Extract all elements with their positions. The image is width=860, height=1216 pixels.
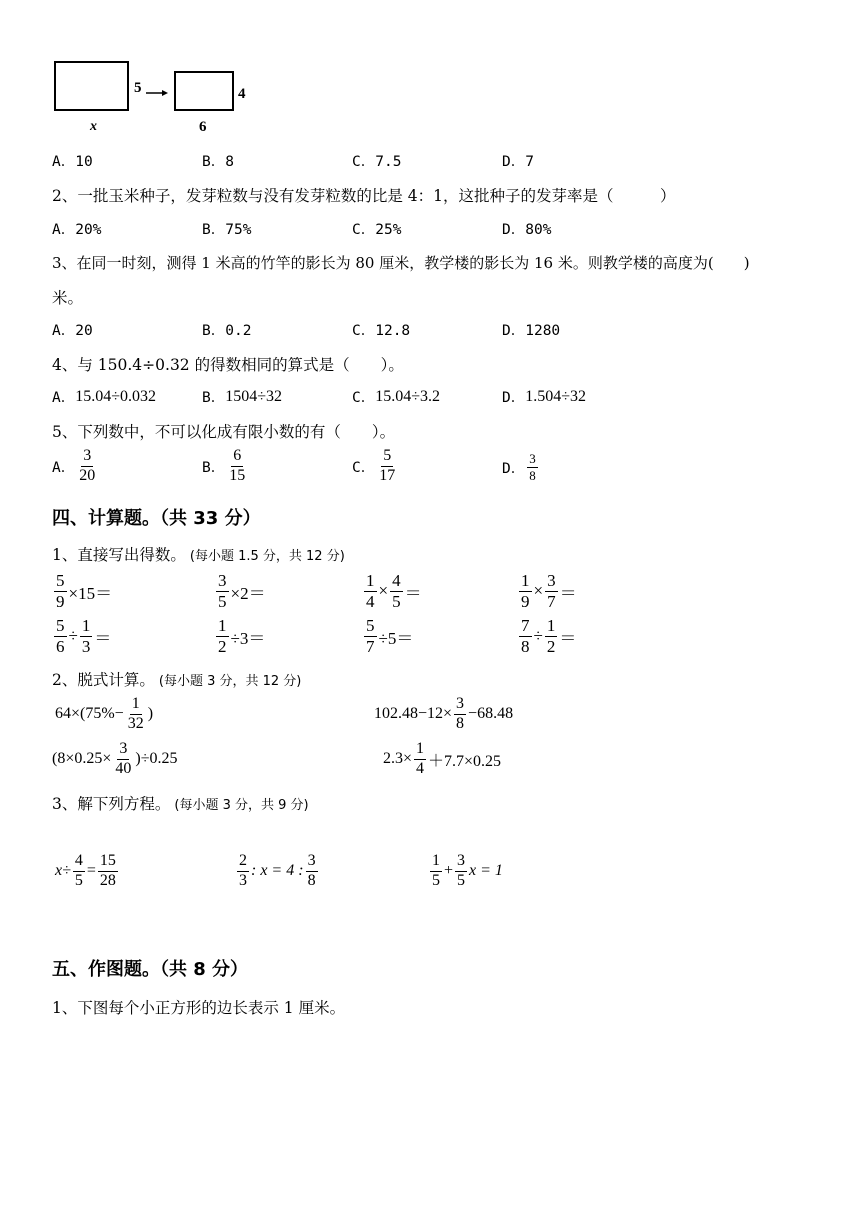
q4-option-c bbox=[352, 386, 440, 407]
numerator: 3 bbox=[306, 853, 318, 872]
fraction bbox=[73, 853, 85, 890]
fraction bbox=[98, 853, 118, 890]
fraction bbox=[414, 741, 426, 778]
numerator: 3 bbox=[529, 451, 536, 466]
operator: × bbox=[533, 581, 544, 601]
denominator: 3 bbox=[239, 871, 247, 889]
q4-question: 4、与 150.4÷0.32 的得数相同的算式是（ ）。 bbox=[52, 356, 404, 374]
q3-question: 3、在同一时刻，测得 1 米高的竹竿的影长为 80 厘米，教学楼的影长为 16 米。则教学楼的高度为( ) bbox=[52, 254, 750, 272]
fraction bbox=[519, 617, 532, 656]
q5-option-d-fraction bbox=[527, 452, 538, 482]
q5-option-b-prefix: B． bbox=[202, 459, 226, 476]
section-4-title: 四、计算题。（共 33 分） bbox=[52, 508, 261, 529]
calc1-item-8 bbox=[517, 617, 576, 656]
fraction bbox=[216, 617, 229, 656]
eq-mid: = bbox=[86, 862, 96, 880]
calc1-item-3 bbox=[362, 572, 422, 611]
denominator: 15 bbox=[229, 466, 246, 484]
calc2-expr-4 bbox=[383, 741, 501, 778]
numerator: 5 bbox=[366, 616, 375, 635]
calc2-title-text: 2、脱式计算。 bbox=[52, 671, 155, 689]
fraction bbox=[454, 696, 466, 733]
operator: × bbox=[378, 581, 389, 601]
numerator: 1 bbox=[130, 696, 142, 715]
numerator: 1 bbox=[521, 571, 530, 590]
q5-option-b-fraction bbox=[227, 448, 247, 485]
q5-option-c-fraction bbox=[377, 448, 397, 485]
small-rectangle bbox=[175, 72, 233, 110]
calc1-title-text: 1、直接写出得数。 bbox=[52, 546, 186, 564]
numerator: 5 bbox=[56, 571, 65, 590]
calc2-expr-1 bbox=[55, 696, 153, 733]
q3-option-b: B．0.2 bbox=[202, 323, 252, 339]
fraction bbox=[545, 572, 558, 611]
numerator: 15 bbox=[98, 853, 118, 872]
q5-question: 5、下列数中，不可以化成有限小数的有（ ）。 bbox=[52, 423, 396, 441]
expr-post: )÷0.25 bbox=[135, 750, 178, 768]
calc3-equation-2 bbox=[235, 853, 320, 890]
fraction bbox=[519, 572, 532, 611]
q4-option-d-expr: 1.504÷32 bbox=[525, 387, 587, 405]
numerator: 3 bbox=[454, 696, 466, 715]
denominator: 5 bbox=[457, 871, 466, 889]
denominator: 7 bbox=[366, 636, 375, 656]
fraction bbox=[364, 572, 377, 611]
numerator: 5 bbox=[381, 448, 393, 467]
denominator: 9 bbox=[521, 591, 530, 611]
equals: ＝ bbox=[559, 628, 577, 648]
denominator: 40 bbox=[115, 759, 132, 777]
denominator: 5 bbox=[392, 591, 401, 611]
expr-post: ) bbox=[147, 705, 154, 723]
operator: ÷ bbox=[533, 626, 543, 646]
q5-option-a-fraction bbox=[77, 448, 97, 485]
large-rectangle bbox=[55, 62, 128, 110]
equals: ＝ bbox=[94, 628, 112, 648]
fraction bbox=[390, 572, 403, 611]
denominator: 8 bbox=[521, 636, 530, 656]
equals: ＝ bbox=[559, 583, 577, 603]
denominator: 28 bbox=[99, 871, 116, 889]
numerator: 5 bbox=[56, 616, 65, 635]
fraction bbox=[80, 617, 93, 656]
numerator: 1 bbox=[546, 616, 556, 635]
operator-text: ÷5＝ bbox=[378, 628, 414, 648]
numerator: 7 bbox=[521, 616, 530, 635]
q1-option-a: A．10 bbox=[52, 154, 93, 170]
q3-option-d: D．1280 bbox=[502, 323, 561, 339]
expr-post: −68.48 bbox=[468, 705, 514, 723]
q4-option-b bbox=[202, 386, 282, 407]
denominator: 8 bbox=[529, 467, 536, 483]
q4-option-a-prefix: A． bbox=[52, 390, 76, 406]
denominator: 5 bbox=[74, 871, 83, 889]
calc3-note: (每小题 3 分，共 9 分) bbox=[174, 797, 309, 813]
label-4: 4 bbox=[238, 86, 246, 102]
calc2-expr-2 bbox=[374, 696, 513, 733]
eq-mid: : x = 4 : bbox=[251, 862, 304, 880]
q4-option-c-prefix: C． bbox=[352, 390, 376, 406]
equals: ＝ bbox=[404, 583, 422, 603]
numerator: 1 bbox=[430, 853, 442, 872]
q4-option-c-expr: 15.04÷3.2 bbox=[375, 387, 441, 405]
q5-option-c-prefix: C． bbox=[352, 459, 376, 476]
q2-option-d: D．80% bbox=[502, 222, 552, 238]
q1-option-b: B．8 bbox=[202, 154, 234, 170]
q2-question: 2、一批玉米种子，发芽粒数与没有发芽粒数的比是 4：1，这批种子的发芽率是（ ） bbox=[52, 187, 676, 205]
numerator: 3 bbox=[218, 571, 227, 590]
numerator: 3 bbox=[455, 853, 467, 872]
calc1-item-1 bbox=[52, 572, 112, 611]
operator-text: ×2＝ bbox=[230, 583, 266, 603]
label-6: 6 bbox=[199, 119, 207, 135]
denominator: 20 bbox=[79, 466, 96, 484]
calc3-title-text: 3、解下列方程。 bbox=[52, 795, 171, 813]
fraction bbox=[306, 853, 318, 890]
q4-option-a bbox=[52, 386, 156, 407]
calc3-title bbox=[52, 792, 309, 814]
rectangle-scaling-diagram bbox=[50, 60, 260, 140]
denominator: 9 bbox=[56, 591, 65, 611]
fraction bbox=[237, 853, 249, 890]
calc1-item-2 bbox=[214, 572, 266, 611]
q4-option-a-expr: 15.04÷0.032 bbox=[75, 387, 157, 405]
expr-pre: 102.48−12× bbox=[374, 705, 453, 723]
q5-option-d-prefix: D． bbox=[502, 460, 526, 477]
denominator: 5 bbox=[432, 871, 440, 889]
q5-option-b bbox=[202, 448, 249, 485]
eq-post: x = 1 bbox=[469, 862, 503, 880]
operator-text: ÷3＝ bbox=[230, 628, 266, 648]
numerator: 4 bbox=[392, 571, 401, 590]
denominator: 2 bbox=[218, 636, 227, 656]
expr-post: ＋7.7×0.25 bbox=[428, 752, 502, 770]
calc1-item-6 bbox=[214, 617, 265, 656]
fraction bbox=[364, 617, 377, 656]
q3-question-line2: 米。 bbox=[52, 289, 84, 307]
q1-option-d: D．7 bbox=[502, 154, 534, 170]
numerator: 3 bbox=[81, 448, 93, 467]
diagram-svg bbox=[50, 60, 260, 140]
calc2-note: (每小题 3 分，共 12 分) bbox=[158, 673, 302, 689]
numerator: 1 bbox=[366, 571, 375, 590]
q5-option-d bbox=[502, 452, 540, 482]
fraction bbox=[545, 617, 558, 656]
operator-text: ×15＝ bbox=[68, 583, 113, 603]
q2-option-c: C．25% bbox=[352, 222, 402, 238]
denominator: 2 bbox=[546, 636, 556, 656]
q2-option-a: A．20% bbox=[52, 222, 102, 238]
numerator: 1 bbox=[218, 616, 227, 635]
denominator: 32 bbox=[127, 714, 144, 732]
denominator: 4 bbox=[416, 759, 425, 777]
q4-option-d-prefix: D． bbox=[502, 390, 526, 406]
q3-option-a: A．20 bbox=[52, 323, 93, 339]
calc1-title bbox=[52, 543, 345, 565]
expr-pre: (8×0.25× bbox=[52, 750, 112, 768]
q4-option-b-expr: 1504÷32 bbox=[225, 387, 283, 405]
eq-mid: + bbox=[444, 862, 454, 880]
fraction bbox=[430, 853, 442, 890]
fraction bbox=[54, 617, 67, 656]
denominator: 6 bbox=[56, 636, 65, 656]
calc2-expr-3 bbox=[52, 741, 177, 778]
calc1-item-4 bbox=[517, 572, 577, 611]
calc2-title bbox=[52, 668, 301, 690]
numerator: 4 bbox=[73, 853, 85, 872]
denominator: 8 bbox=[307, 871, 316, 889]
denominator: 4 bbox=[366, 591, 375, 611]
arrow-head bbox=[162, 90, 168, 96]
q4-option-b-prefix: B． bbox=[202, 390, 226, 406]
numerator: 1 bbox=[414, 741, 426, 760]
denominator: 3 bbox=[81, 636, 91, 656]
expr-pre: 64×(75%− bbox=[55, 705, 124, 723]
q1-option-c: C．7.5 bbox=[352, 154, 402, 170]
calc1-item-7 bbox=[362, 617, 413, 656]
numerator: 3 bbox=[117, 741, 129, 760]
label-5: 5 bbox=[134, 80, 142, 96]
label-x: x bbox=[90, 119, 97, 134]
q3-option-c: C．12.8 bbox=[352, 323, 411, 339]
draw1-text: 1、下图每个小正方形的边长表示 1 厘米。 bbox=[52, 999, 346, 1017]
q4-option-d bbox=[502, 386, 586, 407]
fraction bbox=[54, 572, 67, 611]
numerator: 2 bbox=[237, 853, 249, 872]
eq-pre: x÷ bbox=[55, 862, 71, 880]
q2-option-b: B．75% bbox=[202, 222, 252, 238]
denominator: 17 bbox=[379, 466, 396, 484]
calc3-equation-1 bbox=[55, 853, 120, 890]
fraction bbox=[126, 696, 146, 733]
numerator: 6 bbox=[231, 448, 243, 467]
numerator: 1 bbox=[81, 616, 91, 635]
denominator: 5 bbox=[218, 591, 227, 611]
q5-option-c bbox=[352, 448, 399, 485]
fraction bbox=[455, 853, 467, 890]
calc3-equation-3 bbox=[428, 853, 503, 890]
denominator: 8 bbox=[456, 714, 465, 732]
operator: ÷ bbox=[68, 626, 78, 646]
fraction bbox=[216, 572, 229, 611]
numerator: 3 bbox=[547, 571, 556, 590]
section-5-title: 五、作图题。（共 8 分） bbox=[52, 959, 249, 980]
denominator: 7 bbox=[547, 591, 556, 611]
fraction bbox=[113, 741, 133, 778]
q5-option-a bbox=[52, 448, 99, 485]
calc1-note: (每小题 1.5 分，共 12 分) bbox=[189, 548, 345, 564]
q5-option-a-prefix: A． bbox=[52, 459, 76, 476]
expr-pre: 2.3× bbox=[383, 750, 413, 768]
calc1-item-5 bbox=[52, 617, 111, 656]
